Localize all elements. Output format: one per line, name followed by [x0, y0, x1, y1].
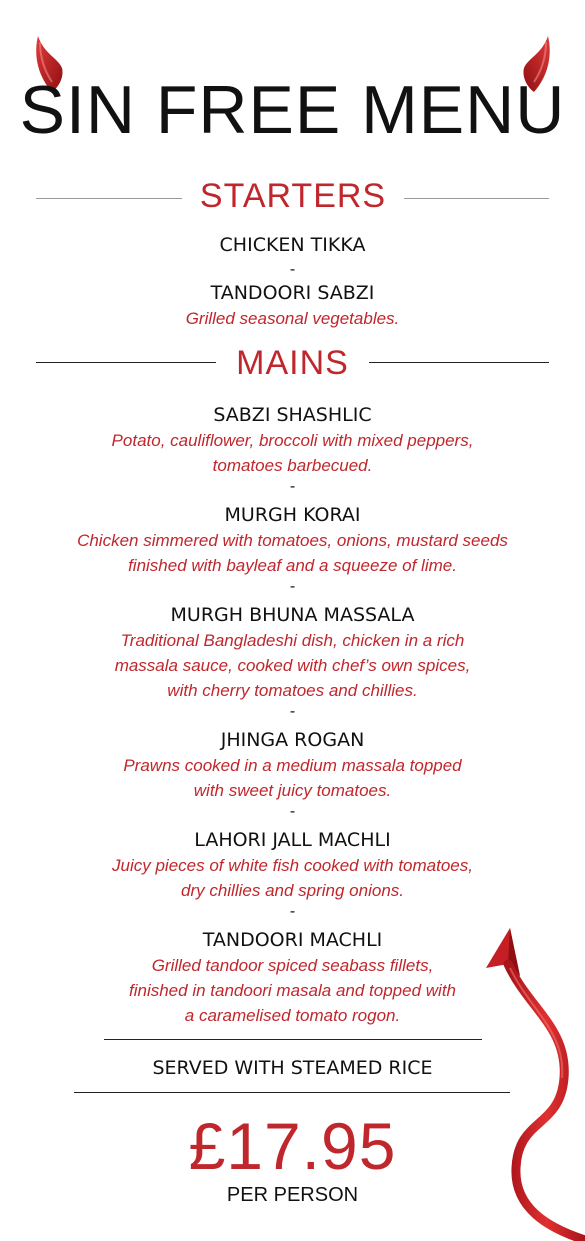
starter-item-name: TANDOORI SABZI — [210, 282, 375, 304]
separator-dash: - — [289, 903, 296, 920]
separator-dash: - — [289, 478, 296, 495]
main-item-name: MURGH BHUNA MASSALA — [170, 604, 415, 626]
main-item-desc: finished with bayleaf and a squeeze of lime. — [128, 556, 457, 575]
starters-heading: STARTERS — [199, 177, 387, 215]
price: £17.95 — [188, 1109, 397, 1183]
main-item-name: SABZI SHASHLIC — [213, 404, 372, 426]
main-item-desc: Chicken simmered with tomatoes, onions, mustard seeds — [77, 531, 508, 550]
main-item-desc: Grilled tandoor spiced seabass fillets, — [151, 956, 434, 975]
served-rule-bottom — [74, 1092, 510, 1093]
starters-rule-left — [36, 198, 182, 199]
main-item-name: LAHORI JALL MACHLI — [194, 829, 391, 851]
starter-item-desc: Grilled seasonal vegetables. — [185, 309, 400, 328]
price-unit: PER PERSON — [226, 1184, 359, 1206]
main-item-desc: Prawns cooked in a medium massala topped — [123, 756, 462, 775]
main-item-desc: with cherry tomatoes and chillies. — [167, 681, 418, 700]
main-item-name: JHINGA ROGAN — [220, 729, 365, 751]
main-item-desc: Traditional Bangladeshi dish, chicken in a rich — [120, 631, 465, 650]
main-item-desc: with sweet juicy tomatoes. — [193, 781, 392, 800]
main-item-desc: a caramelised tomato rogon. — [184, 1006, 401, 1025]
mains-heading: MAINS — [236, 344, 349, 382]
page-title: SIN FREE MENU — [19, 72, 566, 148]
mains-rule-left — [36, 362, 216, 363]
separator-dash: - — [289, 703, 296, 720]
main-item-name: TANDOORI MACHLI — [202, 929, 383, 951]
main-item-desc: massala sauce, cooked with chef’s own spices, — [114, 656, 471, 675]
devil-tail-icon — [478, 928, 585, 1241]
main-item-desc: dry chillies and spring onions. — [180, 881, 404, 900]
starters-rule-right — [404, 198, 549, 199]
main-item-desc: Potato, cauliflower, broccoli with mixed peppers, — [111, 431, 474, 450]
separator-dash: - — [289, 803, 296, 820]
separator-dash: - — [289, 578, 296, 595]
starter-item-name: CHICKEN TIKKA — [219, 234, 366, 256]
mains-rule-right — [369, 362, 549, 363]
main-item-desc: Juicy pieces of white fish cooked with tomatoes, — [112, 856, 473, 875]
main-item-name: MURGH KORAI — [224, 504, 361, 526]
main-item-desc: finished in tandoori masala and topped with — [129, 981, 456, 1000]
main-item-desc: tomatoes barbecued. — [212, 456, 373, 475]
separator-dash: - — [289, 261, 296, 278]
served-rule-top — [104, 1039, 482, 1040]
served-with-text: SERVED WITH STEAMED RICE — [152, 1057, 433, 1079]
